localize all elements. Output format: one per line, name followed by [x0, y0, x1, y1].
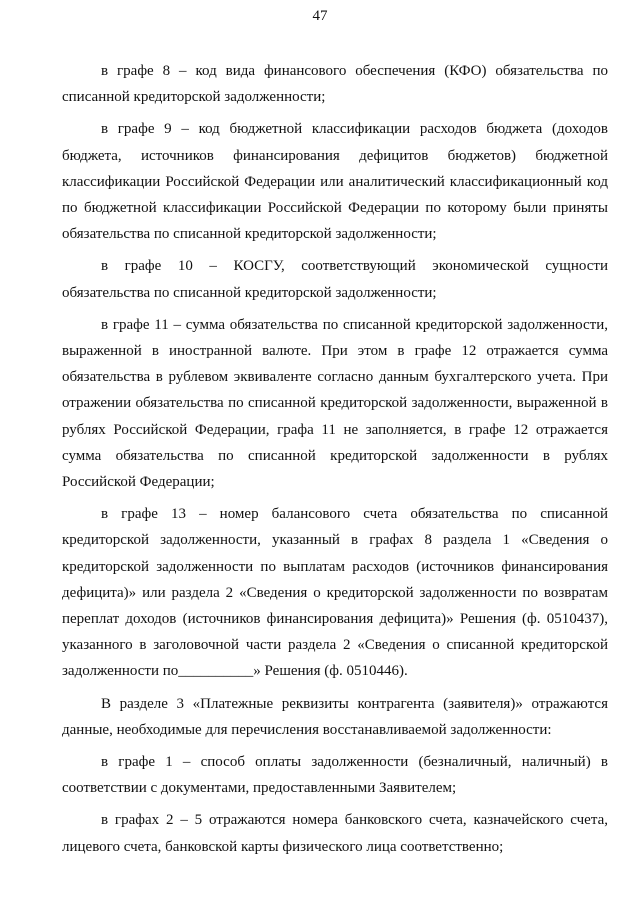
paragraph-grafa-10: в графе 10 – КОСГУ, соответствующий экономической сущности обязательства по списанной кредиторской задолженности;	[62, 258, 608, 301]
paragraph-grafa-9: в графе 9 – код бюджетной классификации расходов бюджета (доходов бюджета, источников финансирования дефицитов бюджетов) бюджетной классификации Российской Федерации или аналитический классификационный код по бюджетной классификации Российской Федерации по которому были приняты обязательства по списанной кредиторской задолженности;	[62, 121, 608, 243]
paragraph-grafa-13: в графе 13 – номер балансового счета обязательства по списанной кредиторской задолженности, указанный в графах 8 раздела 1 «Сведения о кредиторской задолженности по выплатам расходов (источников финансирования дефицита)» или раздела 2 «Сведения о кредиторской задолженности по возвратам переплат доходов (источников финансирования дефицита)» Решения (ф. 0510437), указанного в заголовочной части раздела 2 «Сведения о списанной кредиторской задолженности по__________» Решения (ф. 0510446).	[62, 506, 608, 680]
paragraph-section-3-grafa-1: в графе 1 – способ оплаты задолженности (безналичный, наличный) в соответствии с документами, предоставленными Заявителем;	[62, 754, 608, 797]
document-body	[62, 58, 608, 860]
paragraph-section-3: В разделе 3 «Платежные реквизиты контрагента (заявителя)» отражаются данные, необходимые для перечисления восстанавливаемой задолженности:	[62, 695, 608, 738]
paragraph-grafa-11: в графе 11 – сумма обязательства по списанной кредиторской задолженности, выраженной в иностранной валюте. При этом в графе 12 отражается сумма обязательства в рублевом эквиваленте согласно данным бухгалтерского учета. При отражении обязательства по списанной кредиторской задолженности, выраженной в рублях Российской Федерации, графа 11 не заполняется, в графе 12 отражается сумма обязательства по списанной кредиторской задолженности в рублях Российской Федерации;	[62, 316, 608, 491]
paragraph-grafa-8: в графе 8 – код вида финансового обеспечения (КФО) обязательства по списанной кредиторской задолженности;	[62, 63, 608, 106]
page-number: 47	[312, 8, 328, 24]
paragraph-section-3-grafy-2-5: в графах 2 – 5 отражаются номера банковского счета, казначейского счета, лицевого счета, банковской карты физического лица соответственно;	[62, 812, 608, 855]
